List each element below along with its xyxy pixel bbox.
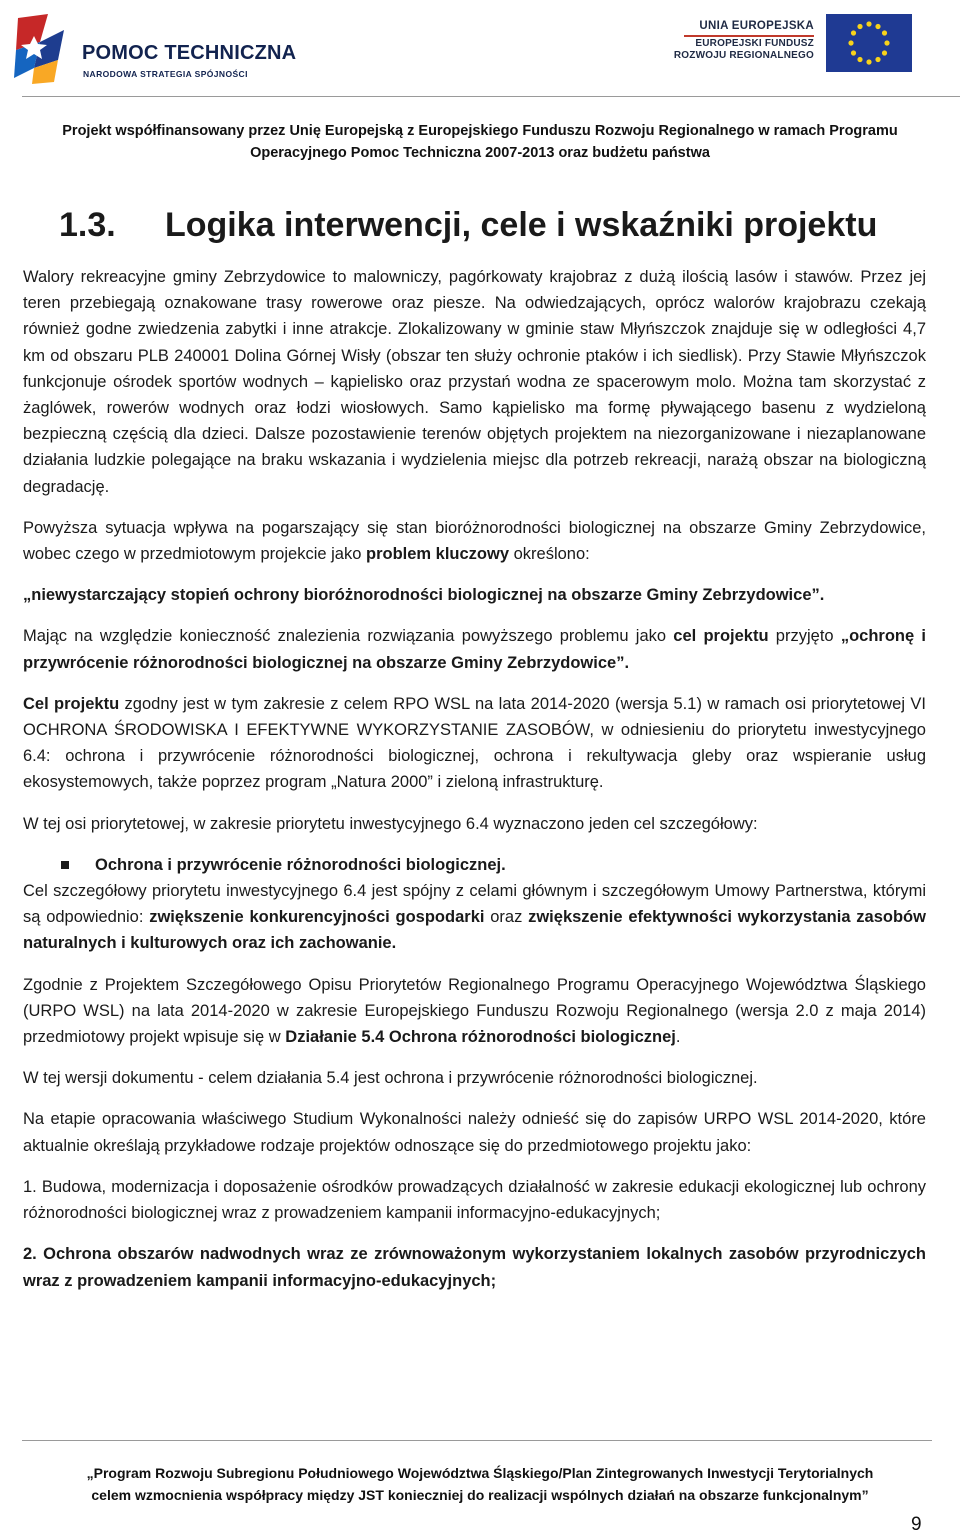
banner-line1: Projekt współfinansowany przez Unię Europejską z Europejskiego Funduszu Rozwoju Regionalnego w ramach Programu — [62, 123, 898, 139]
text-run: zgodny jest w tym zakresie z celem RPO WSL na lata 2014-2020 (wersja 5.1) w ramach osi priorytetowej VI OCHRONA ŚRODOWISKA I EFEKTYWNE WYKORZYSTANIE ZASOBÓW, w odniesieniu do priorytetu inwestycyjnego 6.4: ochrona i przywrócenie różnorodności biologicznej, ochrona i rekultywacja gleby oraz wspieranie usług ekosystemowych, także poprzez program „Natura 2000” i zieloną infrastrukturę. — [23, 694, 926, 792]
main-goal-text: zwiększenie konkurencyjności gospodarki — [149, 908, 485, 927]
text-run: Mając na względzie konieczność znalezienia rozwiązania powyższego problemu jako — [23, 627, 674, 646]
paragraph-feasibility: Na etapie opracowania właściwego Studium Wykonalności należy odnieść się do zapisów URPO WSL 2014-2020, które aktualnie określają przykładowe rodzaje projektów odnoszące się do przedmiotowego projektu jako: — [23, 1110, 926, 1155]
pomoc-techniczna-name: POMOC TECHNICZNA — [82, 42, 297, 64]
page-header — [0, 0, 960, 98]
eu-logo-text — [614, 20, 814, 62]
paragraph-partnership — [23, 878, 926, 957]
pomoc-techniczna-subtitle: NARODOWA STRATEGIA SPÓJNOŚCI — [83, 69, 248, 79]
text-run: określono: — [509, 545, 590, 564]
specific-goal-partnership-text: zwiększenie efektywności wykorzystania zasobów naturalnych i kulturowych oraz ich zachowanie. — [23, 908, 926, 953]
pomoc-techniczna-emblem-icon — [14, 12, 70, 84]
text-run: oraz — [484, 908, 529, 927]
bullet-square-icon — [61, 861, 69, 869]
paragraph-priority-axis: W tej osi priorytetowej, w zakresie priorytetu inwestycyjnego 6.4 wyznaczono jeden cel szczegółowy: — [23, 814, 758, 833]
paragraph-consistency — [23, 691, 926, 796]
paragraph-situation — [23, 515, 926, 567]
cofinancing-banner — [0, 120, 960, 164]
page-number: 9 — [911, 1514, 922, 1535]
paragraph-urpo — [23, 972, 926, 1051]
page-footer — [0, 1462, 960, 1506]
list-item: 1. Budowa, modernizacja i doposażenie ośrodków prowadzących działalność w zakresie edukacji ekologicznej lub ochrony różnorodności biologicznej wraz z prowadzeniem kampanii informacyjno-edukacyjnych; — [23, 1177, 926, 1223]
footer-line2: celem wzmocnienia współpracy między JST konieczniej do realizacji wspólnych działań na obszarze funkcjonalnym” — [91, 1487, 869, 1503]
text-run: przyjęto — [768, 627, 841, 646]
footer-line1: „Program Rozwoju Subregionu Południowego Województwa Śląskiego/Plan Zintegrowanych Inwestycji Terytorialnych — [86, 1465, 874, 1481]
eu-logo-line1: UNIA EUROPEJSKA — [699, 20, 814, 32]
text-run: . — [675, 1028, 681, 1047]
section-number: 1.3. — [59, 206, 116, 244]
eu-logo-line2: EUROPEJSKI FUNDUSZ — [695, 38, 814, 49]
pomoc-techniczna-logo — [14, 12, 297, 84]
eu-logo-line3: ROZWOJU REGIONALNEGO — [673, 50, 814, 61]
specific-goal-text: Ochrona i przywrócenie różnorodności biologicznej. — [95, 855, 506, 874]
footer-rule — [22, 1440, 932, 1441]
project-goal-label: Cel projektu — [23, 694, 120, 713]
section-title: Logika interwencji, cele i wskaźniki projektu — [165, 206, 878, 244]
text-run: Zgodnie z Projektem Szczegółowego Opisu Priorytetów Regionalnego Programu Operacyjnego Województwa Śląskiego (URPO WSL) na lata 2014-2020 w zakresie Europejskiego Funduszu Rozwoju Regionalnego (wersja 2.0 z maja 2014) przedmiotowy projekt wpisuje się w — [23, 975, 926, 1047]
list-item-text: 2. Ochrona obszarów nadwodnych wraz ze zrównoważonym wykorzystaniem lokalnych zasobów przyrodniczych wraz z prowadzeniem kampanii informacyjno-edukacyjnych; — [23, 1245, 926, 1290]
key-problem-label: problem kluczowy — [365, 545, 510, 564]
specific-goal-bullet — [23, 852, 926, 878]
eu-logo-red-rule — [684, 35, 814, 37]
project-goal-label: cel projektu — [673, 627, 769, 646]
header-rule — [22, 96, 960, 97]
project-goal-text: „ochronę i przywrócenie różnorodności biologicznej na obszarze Gminy Zebrzydowice”. — [23, 627, 926, 672]
eu-flag-icon — [826, 14, 912, 72]
banner-line2: Operacyjnego Pomoc Techniczna 2007-2013 oraz budżetu państwa — [250, 145, 710, 161]
paragraph-intro: Walory rekreacyjne gminy Zebrzydowice to malowniczy, pagórkowaty krajobraz z dużą ilością lasów i stawów. Przez jej teren przebiegają oznakowane trasy rowerowe oraz piesze. Na odwiedzających, oprócz walorów krajobrazu czekają również godne zwiedzenia zabytki i inne atrakcje. Zlokalizowany w gminie staw Młyńszczok znajduje się w odległości 4,7 km od obszaru PLB 240001 Dolina Górnej Wisły (obszar ten służy ochronie ptaków i ich siedlisk). Przy Stawie Młyńszczok funkcjonuje ośrodek sportów wodnych – kąpielisko oraz przystań wodna ze spacerowym molo. Można tam skorzystać z żaglówek, rowerów wodnych oraz łodzi wiosłowych. Samo kąpielisko ma formę pływającego basenu z wydzieloną bezpieczną częścią dla dzieci. Dalsze pozostawienie terenów objętych projektem na niezorganizowane i niezaplanowane działania ludzkie polegające na braku wskazania i wydzielenia miejsc dla potrzeb rekreacji, narażą obszar na biologiczną degradację. — [23, 268, 926, 496]
section-heading — [23, 206, 926, 256]
paragraph-version: W tej wersji dokumentu - celem działania 5.4 jest ochrona i przywrócenie różnorodności biologicznej. — [23, 1069, 758, 1088]
document-body — [23, 206, 926, 1309]
key-problem-text: „niewystarczający stopień ochrony bioróżnorodności biologicznej na obszarze Gminy Zebrzydowice”. — [23, 586, 825, 605]
list-item — [23, 1241, 926, 1293]
key-problem-statement — [23, 582, 926, 608]
paragraph-goal — [23, 623, 926, 675]
text-run: Powyższa sytuacja wpływa na pogarszający się stan bioróżnorodności biologicznej na obszarze Gminy Zebrzydowice, wobec czego w przedmiotowym projekcie jako — [23, 518, 926, 564]
text-run: Cel szczegółowy priorytetu inwestycyjnego 6.4 jest spójny z celami głównym i szczegółowym Umowy Partnerstwa, którymi są odpowiednio: — [23, 882, 926, 927]
eu-logo — [673, 14, 912, 74]
action-label: Działanie 5.4 Ochrona różnorodności biologicznej — [285, 1028, 676, 1047]
